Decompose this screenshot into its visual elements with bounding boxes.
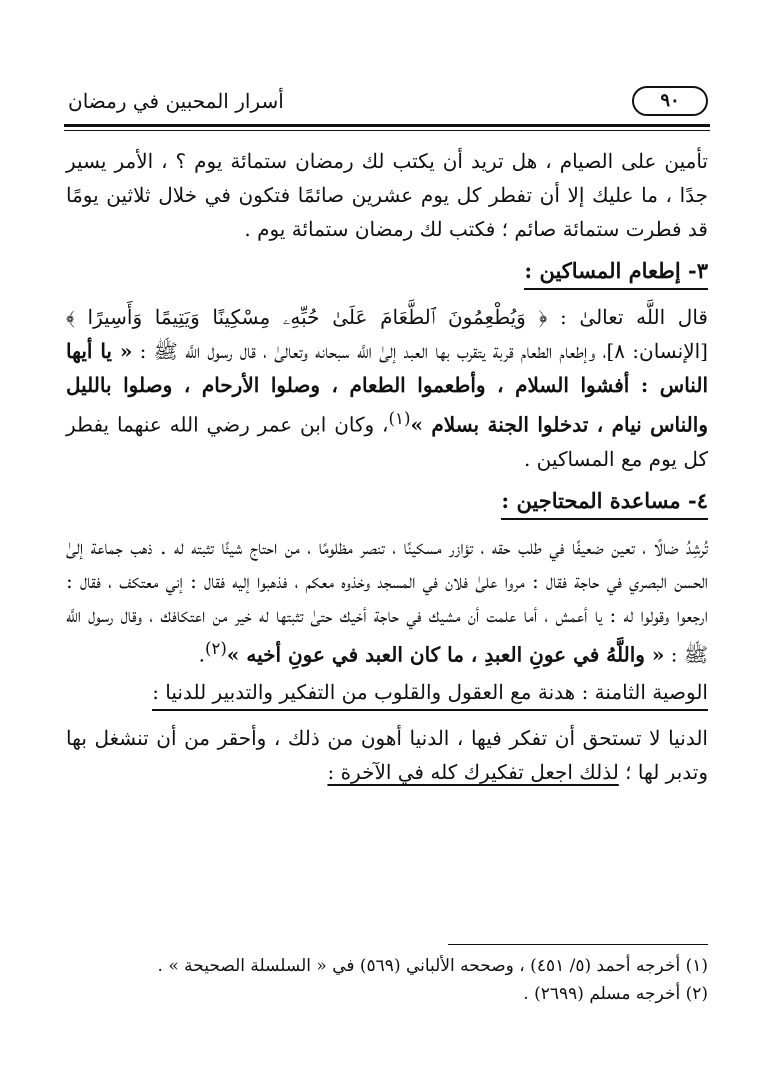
helping-needy-paragraph (66, 530, 708, 672)
running-title: أسرار المحبين في رمضان (68, 89, 284, 113)
wasiya-heading: الوصية الثامنة : هدنة مع العقول والقلوب من التفكير والتدبير للدنيا : (152, 677, 708, 711)
footnote-separator (448, 944, 708, 945)
section-heading-helping-needy: ٤- مساعدة المحتاجين : (501, 486, 708, 520)
hadith-feeding: « يا أيها الناس : أفشوا السلام ، وأطعموا الطعام ، وصلوا الأرحام ، وصلوا بالليل والناس نيام ، تدخلوا الجنة بسلام » (66, 339, 708, 437)
header-rule-thin (64, 130, 710, 131)
page-body (66, 144, 708, 789)
footnote-ref-1[interactable]: (١) (388, 409, 411, 428)
intro-paragraph: تأمين على الصيام ، هل تريد أن يكتب لك رمضان ستمائة يوم ؟ ، الأمر يسير جدًا ، ما عليك إلا أن تفطر كل يوم عشرين صائمًا فتكون في خلال ثلاثين يومًا قد فطرت ستمائة صائم ؛ فكتب لك رمضان ستمائة يوم . (66, 149, 708, 241)
header-rule-thick (64, 124, 710, 127)
page-header (64, 86, 710, 118)
wasiya-text-a: الدنيا لا تستحق أن تفكر فيها ، الدنيا أهون من ذلك ، وأحقر من أن تنشغل بها وتدبر لها ؛ (66, 726, 708, 785)
helping-needy-end: . (198, 642, 205, 667)
footnote-ref-2[interactable]: (٢) (204, 638, 227, 658)
hadith-helping: « واللَّهُ في عونِ العبدِ ، ما كان العبد في عونِ أخيه » (226, 642, 665, 667)
section-heading-feeding-poor: ٣- إطعام المساكين : (524, 256, 708, 290)
footnote-2: (٢) أخرجه مسلم (٢٦٩٩) . (523, 984, 708, 1004)
feeding-poor-text-a: قال اللَّه تعالىٰ : ﴿ وَيُطْعِمُونَ ٱلطَّعَامَ عَلَىٰ حُبِّهِۦ مِسْكِينًا وَيَتِيمًا وَأَسِيرًا ﴾ [الإنسان: ٨]، وإطعام الطعام قربة يتقرب بها العبد إلىٰ اللَّه سبحانه وتعالىٰ ، قال رسول اللَّه ﷺ : (66, 305, 708, 363)
helping-needy-text-a: تُرشِدُ ضالًا ، تعين ضعيفًا في طلب حقه ، تؤازر مسكينًا ، تنصر مظلومًا ، من احتاج شيئًا تثبته له . ذهب جماعة إلىٰ الحسن البصري في حاجة فقال : مروا علىٰ فلان في المسجد وخذوه معكم ، فذهبوا إليه فقال : إني معتكف ، فقال : ارجعوا وقولوا له : يا أعمش ، أما علمت أن مشيك في حاجة أخيك حتىٰ تثبتها له خير من اعتكافك ، وقال رسول اللَّه ﷺ : (66, 534, 708, 667)
footnotes (66, 952, 708, 1008)
page-number: ٩٠ (632, 86, 708, 116)
footnote-1: (١) أخرجه أحمد (٥/ ٤٥١) ، وصححه الألباني (٥٦٩) في « السلسلة الصحيحة » . (157, 956, 708, 976)
feeding-poor-paragraph (66, 300, 708, 476)
wasiya-paragraph (66, 721, 708, 789)
wasiya-underlined-text: لذلك اجعل تفكيرك كله في الآخرة : (327, 760, 619, 785)
feeding-poor-text-b: ، وكان ابن عمر رضي الله عنهما يفطر كل يوم مع المساكين . (66, 412, 708, 471)
